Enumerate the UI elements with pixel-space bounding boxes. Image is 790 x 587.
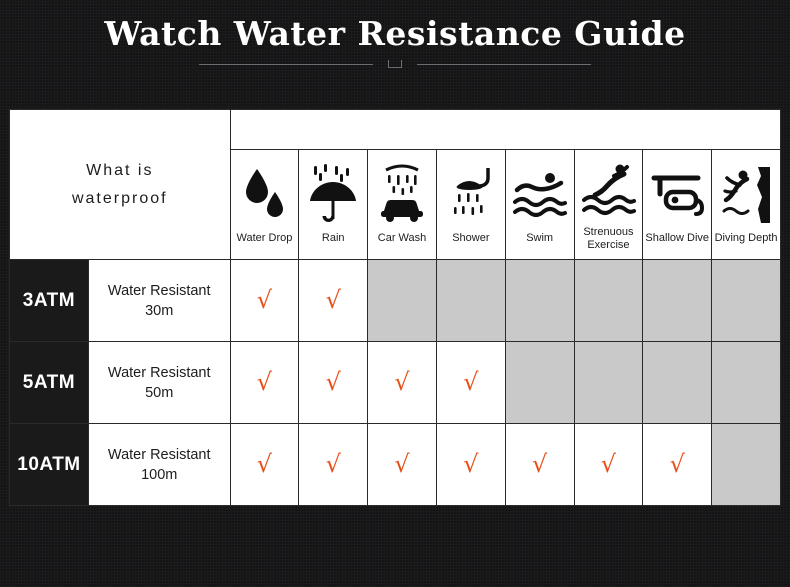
check-mark: √ xyxy=(394,368,410,396)
condition-label: Strenuous Exercise xyxy=(583,225,634,251)
rating-description-line2: 100m xyxy=(141,466,178,483)
rating-badge: 3ATM xyxy=(10,260,89,342)
rating-description xyxy=(88,260,230,342)
rating-description-line1: Water Resistant xyxy=(107,282,211,299)
condition-label: Water Drop xyxy=(236,232,293,244)
what-is-waterproof-line2: waterproof xyxy=(71,189,168,207)
cell-diving-depth xyxy=(712,260,781,342)
table-header-row-1 xyxy=(10,110,781,150)
cell-diving-depth xyxy=(712,342,781,424)
condition-header-shallow-dive xyxy=(643,150,712,260)
check-mark: √ xyxy=(600,450,617,478)
cell-rain xyxy=(299,260,368,342)
cell-shallow-dive xyxy=(643,424,712,506)
cell-swim xyxy=(505,424,574,506)
check-mark: √ xyxy=(256,368,273,396)
diver-exercise-icon xyxy=(575,156,643,222)
rating-badge: 10ATM xyxy=(10,424,89,506)
check-mark: √ xyxy=(463,450,479,478)
cell-strenuous-exercise xyxy=(574,342,643,424)
cell-shower xyxy=(436,424,505,506)
rating-description-line2: 30m xyxy=(145,302,174,319)
condition-header-rain xyxy=(299,150,368,260)
check-mark: √ xyxy=(394,450,410,478)
cell-water-drop xyxy=(230,424,299,506)
cell-shallow-dive xyxy=(643,260,712,342)
condition-header-swim xyxy=(505,150,574,260)
check-mark: √ xyxy=(531,450,548,478)
water-resistance-table xyxy=(8,108,782,507)
rating-badge: 5ATM xyxy=(10,342,89,424)
table-row xyxy=(10,342,781,424)
table-row xyxy=(10,260,781,342)
condition-header-shower xyxy=(436,150,505,260)
page-title: Watch Water Resistance Guide xyxy=(104,14,686,53)
condition-header-water-drop xyxy=(230,150,299,260)
cell-shower xyxy=(436,260,505,342)
cell-water-drop xyxy=(230,260,299,342)
condition-label: Diving Depth xyxy=(714,232,778,244)
water-drop-icon xyxy=(231,162,299,228)
cell-swim xyxy=(505,260,574,342)
condition-label: Shower xyxy=(452,232,490,244)
check-mark: √ xyxy=(669,450,685,478)
cell-water-drop xyxy=(230,342,299,424)
cell-strenuous-exercise xyxy=(574,424,643,506)
cell-swim xyxy=(505,342,574,424)
cell-rain xyxy=(299,424,368,506)
cell-strenuous-exercise xyxy=(574,260,643,342)
check-mark: √ xyxy=(325,286,341,314)
what-is-waterproof-cell xyxy=(10,110,231,260)
condition-header-diving-depth xyxy=(712,150,781,260)
rating-description-line1: Water Resistant xyxy=(107,364,211,381)
cell-car-wash xyxy=(368,260,437,342)
umbrella-rain-icon xyxy=(299,162,367,228)
swim-waves-icon xyxy=(506,162,574,228)
cell-car-wash xyxy=(368,342,437,424)
page-header xyxy=(0,0,790,96)
condition-label: Shallow Dive xyxy=(645,232,710,244)
cell-shallow-dive xyxy=(643,342,712,424)
check-mark: √ xyxy=(325,368,341,396)
cell-shower xyxy=(436,342,505,424)
title-divider-ornament xyxy=(199,64,591,76)
table-row xyxy=(10,424,781,506)
cell-rain xyxy=(299,342,368,424)
condition-label: Car Wash xyxy=(377,232,427,244)
check-mark: √ xyxy=(463,368,479,396)
check-mark: √ xyxy=(325,450,341,478)
what-is-waterproof-line1: What is xyxy=(86,161,154,179)
rating-description-line2: 50m xyxy=(145,384,174,401)
car-wash-icon xyxy=(368,162,436,228)
rating-description-line1: Water Resistant xyxy=(107,446,211,463)
condition-header-car-wash xyxy=(368,150,437,260)
check-mark: √ xyxy=(256,450,273,478)
condition-label: Swim xyxy=(526,232,554,244)
cell-car-wash xyxy=(368,424,437,506)
cell-diving-depth xyxy=(712,424,781,506)
condition-label: Rain xyxy=(321,232,345,244)
shower-head-icon xyxy=(437,162,505,228)
rating-description xyxy=(88,342,230,424)
snorkel-mask-icon xyxy=(643,162,711,228)
check-mark: √ xyxy=(256,286,273,314)
rating-description xyxy=(88,424,230,506)
conditions-range-banner: Conditions Range xyxy=(230,110,780,150)
cliff-diver-icon xyxy=(712,162,780,228)
condition-header-strenuous-exercise xyxy=(574,150,643,260)
